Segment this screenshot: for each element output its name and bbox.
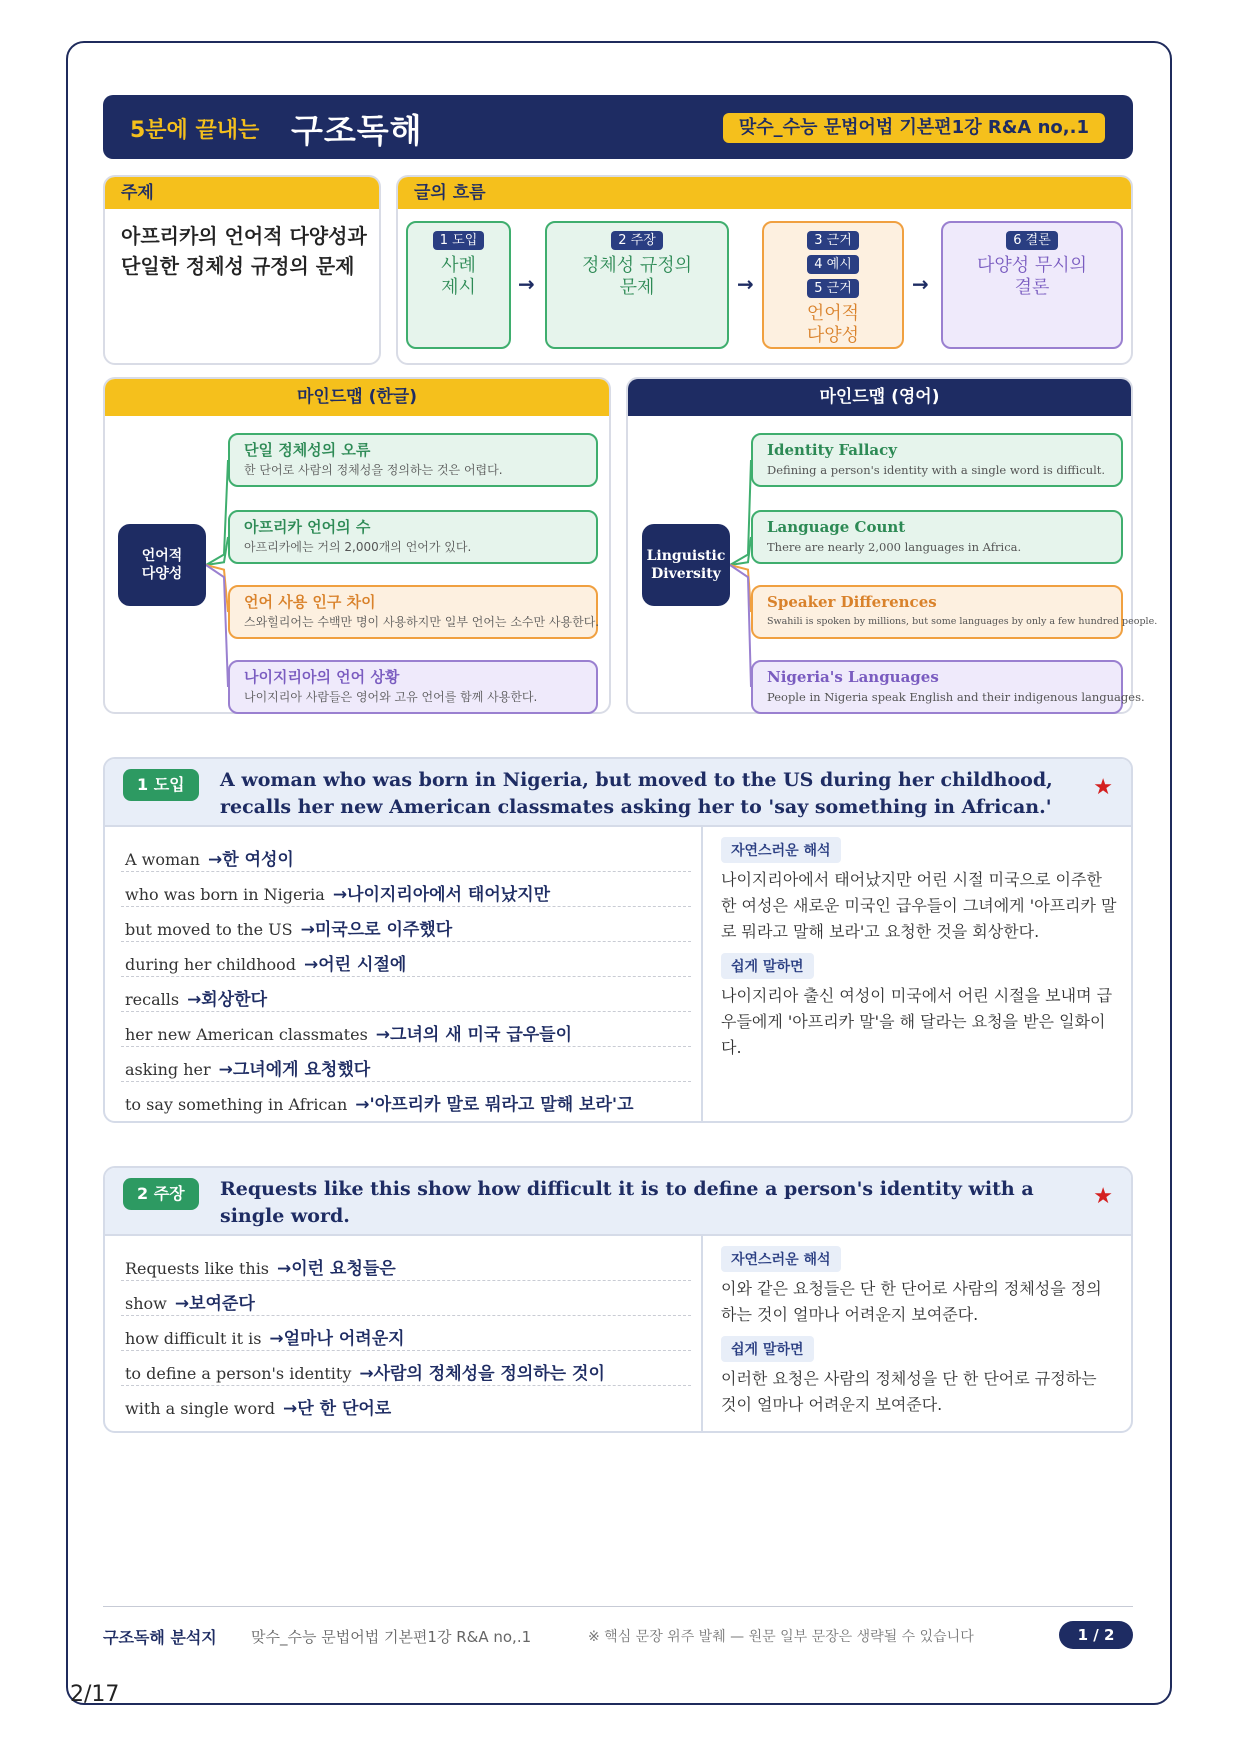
chunk-row (121, 1082, 691, 1116)
chunk-row (121, 1012, 691, 1047)
section-sentence: A woman who was born in Nigeria, but moved to the US during her childhood, recalls her new American classmates asking her to 'say something in African.' (220, 769, 1053, 818)
mindmap-en-center: Linguistic Diversity (642, 524, 730, 606)
mindmap-en-node (751, 510, 1123, 564)
page-indicator: 1 / 2 (1059, 1621, 1133, 1649)
flow-box-label: 사례 제시 (441, 255, 476, 298)
source-badge: 맞수_수능 문법어법 기본편1강 R&A no,.1 (723, 113, 1105, 143)
mindmap-node-desc: Swahili is spoken by millions, but some languages by only a few hundred people. (767, 616, 1158, 627)
footer-brand: 구조독해 분석지 (103, 1628, 217, 1647)
theme-heading: 주제 (105, 177, 379, 209)
mindmap-node-title: Language Count (767, 518, 906, 536)
mindmap-ko-heading: 마인드맵 (한글) (105, 379, 609, 416)
mindmap-node-desc: 나이지리아 사람들은 영어와 고유 언어를 함께 사용한다. (244, 690, 538, 704)
chunk-row (121, 837, 691, 872)
natural-label: 자연스러운 해석 (721, 1246, 841, 1272)
chunk-english: Requests like this (125, 1259, 270, 1278)
chunk-korean: →얼마나 어려운지 (269, 1329, 405, 1349)
chunk-english: A woman (125, 850, 200, 869)
flow-step-tag: 6 결론 (1006, 231, 1058, 250)
chunk-row (121, 1047, 691, 1082)
chunk-english: how difficult it is (125, 1329, 262, 1348)
chunk-korean: →그녀에게 요청했다 (218, 1060, 371, 1080)
mindmap-node-desc: 스와힐리어는 수백만 명이 사용하지만 일부 언어는 소수만 사용한다. (244, 615, 600, 629)
flow-box-label: 정체성 규정의 문제 (581, 255, 693, 298)
star-icon: ★ (1093, 775, 1113, 800)
flow-step-tag: 2 주장 (611, 231, 663, 250)
chunk-row (121, 907, 691, 942)
flow-heading: 글의 흐름 (398, 177, 1131, 209)
chunk-korean: →단 한 단어로 (283, 1399, 392, 1419)
footer (103, 1620, 1133, 1650)
mindmap-en-heading: 마인드맵 (영어) (628, 379, 1131, 416)
mindmap-node-desc: Defining a person's identity with a single word is difficult. (767, 463, 1106, 477)
chunk-english: show (125, 1294, 167, 1313)
flow-box-label: 다양성 무시의 결론 (976, 255, 1088, 298)
chunk-list (121, 837, 691, 1116)
mindmap-node-title: 아프리카 언어의 수 (244, 518, 371, 536)
mindmap-node-title: Speaker Differences (767, 593, 937, 611)
section-header (105, 1168, 1131, 1236)
chunk-korean: →보여준다 (174, 1294, 255, 1314)
chunk-korean: →나이지리아에서 태어났지만 (332, 885, 551, 905)
footer-note: ※ 핵심 문장 위주 발췌 — 원문 일부 문장은 생략될 수 있습니다 (588, 1629, 974, 1645)
easy-explanation: 이러한 요청은 사람의 정체성을 단 한 단어로 규정하는 것이 얼마나 어려운지 보여준다. (721, 1369, 1097, 1414)
section-divider (701, 1234, 703, 1433)
section-header (105, 759, 1131, 827)
chunk-list (121, 1246, 691, 1420)
mindmap-en-node (751, 585, 1158, 639)
flow-step-tag: 5 근거 (807, 279, 859, 298)
mindmap-node-title: Identity Fallacy (767, 441, 897, 459)
mindmap-node-desc: 한 단어로 사람의 정체성을 정의하는 것은 어렵다. (244, 463, 503, 477)
chunk-korean: →그녀의 새 미국 급우들이 (375, 1025, 573, 1045)
chunk-row (121, 942, 691, 977)
mindmap-node-desc: People in Nigeria speak English and their indigenous languages. (767, 690, 1145, 704)
chunk-english: her new American classmates (125, 1025, 368, 1044)
mindmap-node-title: 단일 정체성의 오류 (244, 441, 371, 459)
mindmap-node-title: Nigeria's Languages (767, 668, 939, 686)
flow-arrow-icon: → (912, 272, 929, 296)
page-title: 구조독해 (291, 111, 423, 150)
section-tag: 1 도입 (123, 769, 199, 801)
mindmap-en-node (751, 660, 1145, 714)
chunk-row (121, 1246, 691, 1281)
mindmap-node-title: 언어 사용 인구 차이 (244, 593, 376, 611)
chunk-korean: →회상한다 (187, 990, 267, 1010)
chunk-korean: →미국으로 이주했다 (300, 920, 453, 940)
mindmap-node-desc: 아프리카에는 거의 2,000개의 언어가 있다. (244, 540, 472, 554)
chunk-korean: →한 여성이 (207, 850, 294, 870)
natural-label: 자연스러운 해석 (721, 837, 841, 863)
star-icon: ★ (1093, 1184, 1113, 1209)
section-sentence: Requests like this show how difficult it is to define a person's identity with a single word. (220, 1178, 1034, 1227)
mindmap-node-title: 나이지리아의 언어 상황 (244, 668, 400, 686)
chunk-row (121, 1386, 691, 1420)
chunk-row (121, 1316, 691, 1351)
sentence-section-2 (103, 1166, 1133, 1433)
flow-arrow-icon: → (518, 272, 535, 296)
chunk-row (121, 872, 691, 907)
flow-step-tag: 3 근거 (807, 231, 859, 250)
translation-panel (721, 1246, 1117, 1426)
chunk-english: to define a person's identity (125, 1364, 352, 1383)
flow-step-tag: 1 도입 (433, 231, 485, 250)
chunk-english: recalls (125, 990, 180, 1009)
natural-translation: 이와 같은 요청들은 단 한 단어로 사람의 정체성을 정의하는 것이 얼마나 어려운지 보여준다. (721, 1279, 1102, 1324)
chunk-english: to say something in African (125, 1095, 348, 1114)
easy-label: 쉽게 말하면 (721, 953, 814, 979)
natural-translation: 나이지리아에서 태어났지만 어린 시절 미국으로 이주한 한 여성은 새로운 미국인 급우들이 그녀에게 '아프리카 말로 뭐라고 말해 보라'고 요청한 것을 회상한다. (721, 870, 1117, 941)
chunk-english: but moved to the US (125, 920, 293, 939)
footer-divider (103, 1606, 1133, 1607)
chunk-korean: →어린 시절에 (304, 955, 407, 975)
mindmap-ko-center: 언어적 다양성 (118, 524, 206, 606)
page-counter: 2/17 (70, 1682, 120, 1707)
mindmap-en-connectors (0, 0, 1242, 760)
translation-panel (721, 837, 1117, 1069)
chunk-korean: →'아프리카 말로 뭐라고 말해 보라'고 (355, 1095, 634, 1115)
chunk-row (121, 1281, 691, 1316)
theme-text: 아프리카의 언어적 다양성과 단일한 정체성 규정의 문제 (121, 224, 367, 278)
easy-label: 쉽게 말하면 (721, 1336, 814, 1362)
chunk-english: who was born in Nigeria (125, 885, 325, 904)
mindmap-connector (730, 565, 751, 687)
section-tag: 2 주장 (123, 1178, 199, 1210)
chunk-row (121, 1351, 691, 1386)
sentence-section-1 (103, 757, 1133, 1123)
flow-step-tag: 4 예시 (807, 255, 859, 274)
header-subtitle: 5분에 끝내는 (130, 118, 260, 143)
chunk-english: asking her (125, 1060, 211, 1079)
flow-box-label: 언어적 다양성 (806, 303, 860, 346)
chunk-korean: →이런 요청들은 (277, 1259, 396, 1279)
chunk-english: with a single word (125, 1399, 276, 1418)
chunk-korean: →사람의 정체성을 정의하는 것이 (359, 1364, 605, 1384)
mindmap-en-node (751, 433, 1123, 487)
footer-source: 맞수_수능 문법어법 기본편1강 R&A no,.1 (251, 1628, 532, 1646)
chunk-row (121, 977, 691, 1012)
mindmap-connector (730, 460, 751, 565)
mindmap-node-desc: There are nearly 2,000 languages in Africa. (767, 540, 1022, 554)
flow-arrow-icon: → (737, 272, 754, 296)
chunk-english: during her childhood (125, 955, 297, 974)
easy-explanation: 나이지리아 출신 여성이 미국에서 어린 시절을 보내며 급우들에게 '아프리카 말'을 해 달라는 요청을 받은 일화이다. (721, 986, 1113, 1057)
section-divider (701, 825, 703, 1123)
